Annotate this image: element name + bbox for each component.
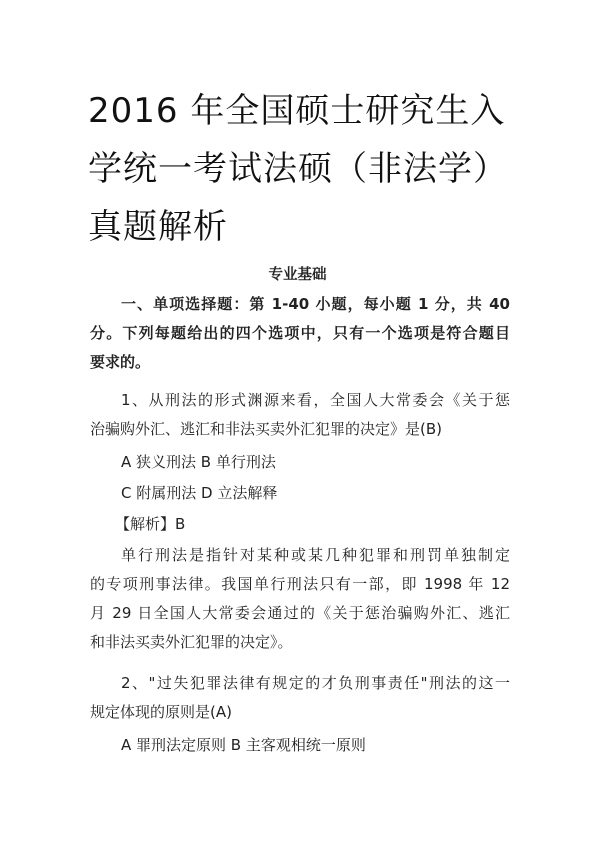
- question-1-line: 治骗购外汇、逃汇和非法买卖外汇犯罪的决定》是(B): [90, 420, 442, 438]
- option-line: A 罪刑法定原则 B 主客观相统一原则: [121, 736, 366, 754]
- option-line: C 附属刑法 D 立法解释: [121, 484, 278, 502]
- question-1-analysis-label: [90, 510, 510, 539]
- question-2-line: 2、"过失犯罪法律有规定的才负刑事责任"刑法的这一: [121, 674, 510, 692]
- question-1: [90, 386, 510, 444]
- question-1-analysis: [90, 541, 510, 657]
- section-subheading: 专业基础: [268, 267, 327, 283]
- title-line: 2016 年全国硕士研究生入: [88, 91, 506, 131]
- question-1-options-cd: [90, 479, 510, 508]
- question-1-options-ab: [90, 448, 510, 477]
- option-line: A 狭义刑法 B 单行刑法: [121, 453, 276, 471]
- title-line: 真题解析: [88, 207, 228, 247]
- question-2-line: 规定体现的原则是(A): [90, 703, 232, 721]
- title-line: 学统一考试法硕（非法学）: [88, 149, 508, 189]
- section-header-line: 要求的。: [90, 353, 151, 371]
- question-2-options-ab: [90, 731, 510, 760]
- analysis-line: 月 29 日全国人大常委会通过的《关于惩治骗购外汇、逃汇: [90, 604, 510, 622]
- analysis-line: 和非法买卖外汇犯罪的决定》。: [90, 633, 293, 651]
- document-title: [88, 82, 528, 256]
- analysis-label: 【解析】B: [115, 515, 186, 533]
- question-2: [90, 669, 510, 727]
- question-1-line: 1、从刑法的形式渊源来看，全国人大常委会《关于惩: [121, 391, 510, 409]
- section-header-line: 分。下列每题给出的四个选项中，只有一个选项是符合题目: [90, 324, 510, 342]
- analysis-line: 单行刑法是指针对某种或某几种犯罪和刑罚单独制定: [121, 546, 510, 564]
- analysis-line: 的专项刑事法律。我国单行刑法只有一部，即 1998 年 12: [90, 575, 510, 593]
- section-header: [90, 290, 510, 377]
- section-header-line: 一、单项选择题：第 1-40 小题，每小题 1 分，共 40: [121, 295, 510, 313]
